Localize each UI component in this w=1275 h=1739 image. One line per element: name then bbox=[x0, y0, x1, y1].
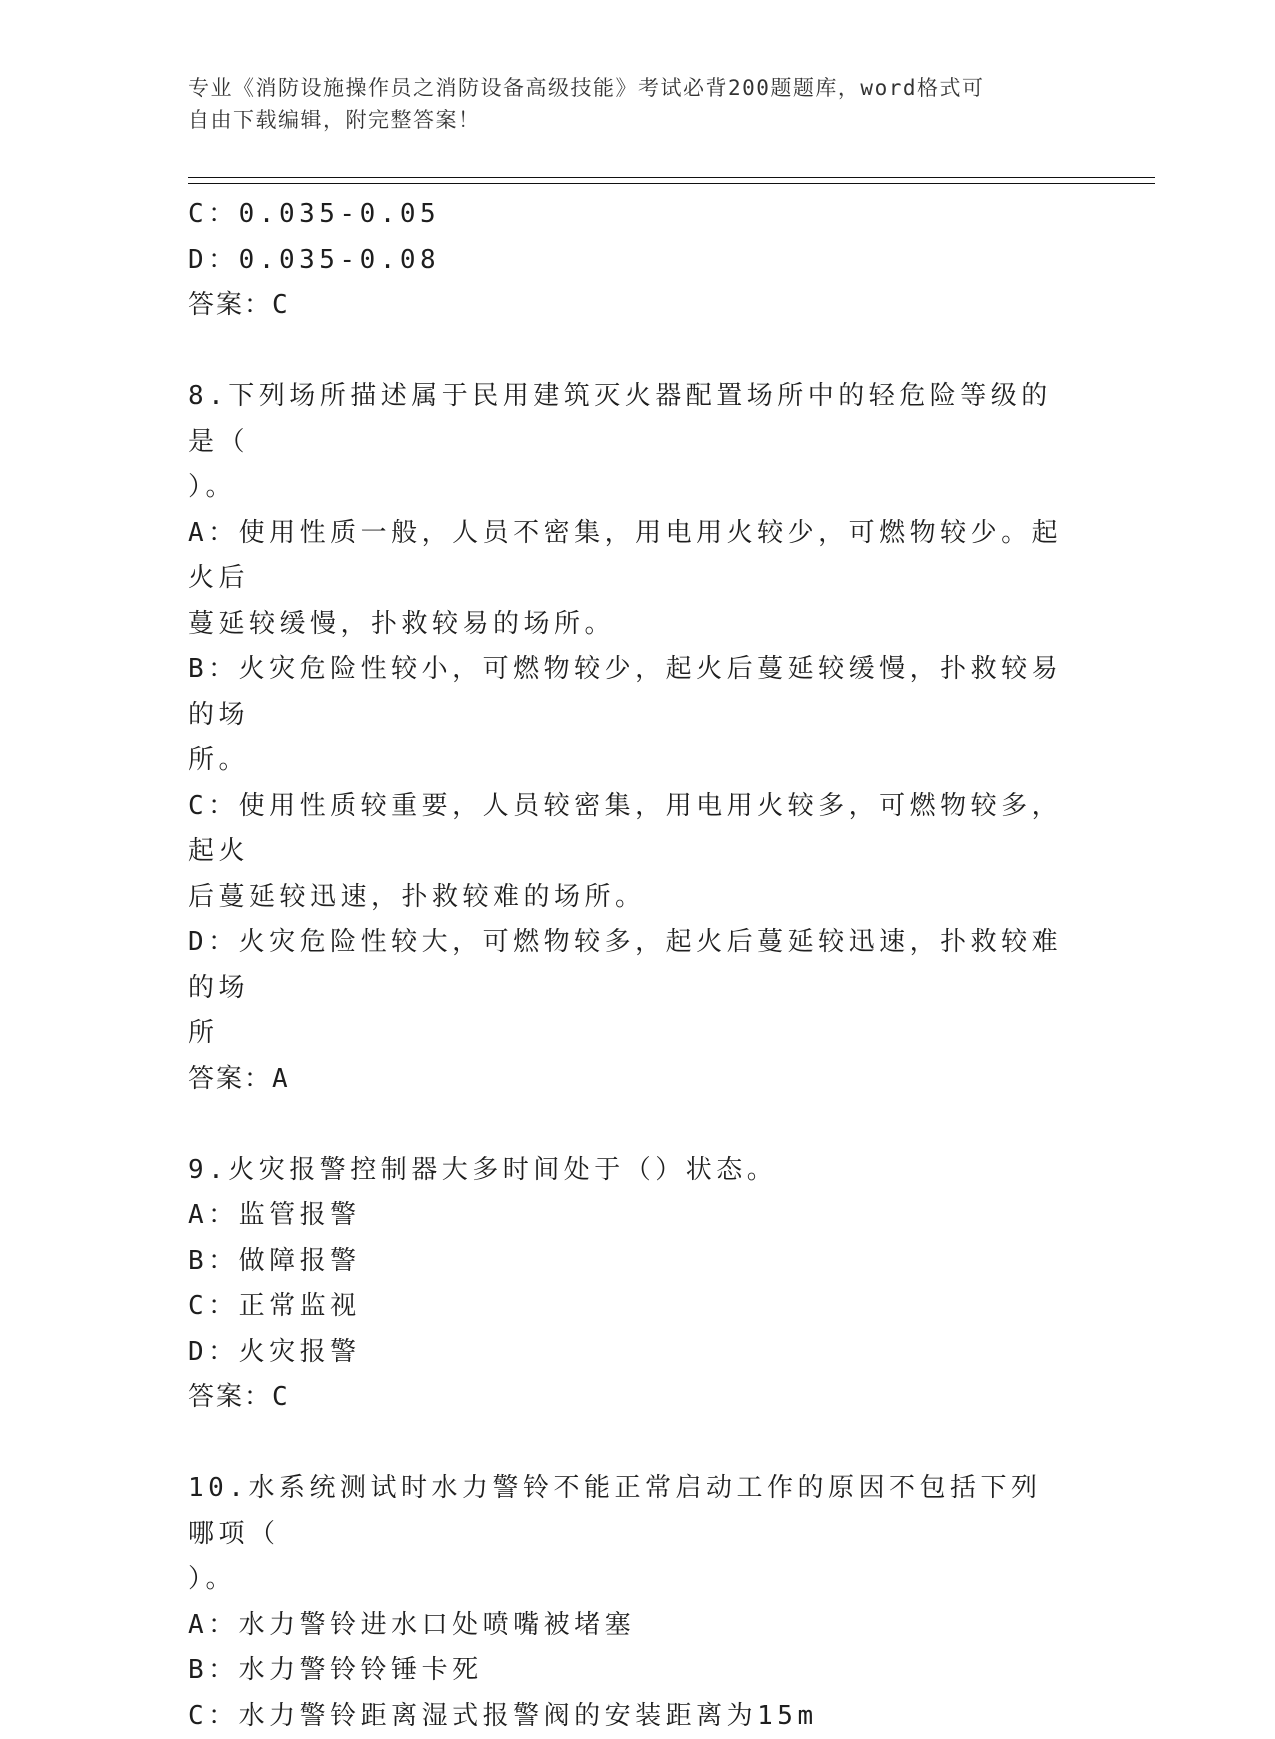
option-c: C：正常监视 bbox=[188, 1284, 1068, 1330]
question-content bbox=[188, 192, 1068, 1739]
question-stem: 8.下列场所描述属于民用建筑灭火器配置场所中的轻危险等级的是（ bbox=[188, 374, 1068, 465]
question-10 bbox=[188, 1466, 1068, 1739]
question-stem-continued: ）。 bbox=[188, 465, 1068, 511]
spacer bbox=[188, 1421, 1068, 1467]
option-d: D：0.035-0.08 bbox=[188, 238, 1068, 284]
document-header bbox=[188, 72, 1068, 136]
option-b: B：水力警铃铃锤卡死 bbox=[188, 1648, 1068, 1694]
option-a-continued: 蔓延较缓慢，扑救较易的场所。 bbox=[188, 602, 1068, 648]
option-b-continued: 所。 bbox=[188, 738, 1068, 784]
option-d-continued: 所 bbox=[188, 1011, 1068, 1057]
question-9 bbox=[188, 1148, 1068, 1421]
option-b: B：火灾危险性较小，可燃物较少，起火后蔓延较缓慢，扑救较易的场 bbox=[188, 647, 1068, 738]
header-title-line-2: 自由下载编辑，附完整答案！ bbox=[188, 104, 1068, 136]
option-d: D：火灾报警 bbox=[188, 1330, 1068, 1376]
header-divider-bottom bbox=[188, 183, 1155, 184]
option-c-continued: 后蔓延较迅速，扑救较难的场所。 bbox=[188, 875, 1068, 921]
header-divider-top bbox=[188, 177, 1155, 178]
option-c: C：水力警铃距离湿式报警阀的安装距离为15m bbox=[188, 1694, 1068, 1739]
option-c: C：使用性质较重要，人员较密集，用电用火较多，可燃物较多，起火 bbox=[188, 784, 1068, 875]
question-8 bbox=[188, 374, 1068, 1102]
option-d: D：火灾危险性较大，可燃物较多，起火后蔓延较迅速，扑救较难的场 bbox=[188, 920, 1068, 1011]
question-stem: 9.火灾报警控制器大多时间处于（）状态。 bbox=[188, 1148, 1068, 1194]
option-b: B：做障报警 bbox=[188, 1239, 1068, 1285]
answer-line: 答案：A bbox=[188, 1057, 1068, 1103]
answer-line: 答案：C bbox=[188, 283, 1068, 329]
spacer bbox=[188, 1102, 1068, 1148]
option-a: A：水力警铃进水口处喷嘴被堵塞 bbox=[188, 1603, 1068, 1649]
option-c: C：0.035-0.05 bbox=[188, 192, 1068, 238]
header-title-line-1: 专业《消防设施操作员之消防设备高级技能》考试必背200题题库，word格式可 bbox=[188, 72, 1068, 104]
answer-line: 答案：C bbox=[188, 1375, 1068, 1421]
option-a: A：监管报警 bbox=[188, 1193, 1068, 1239]
question-stem-continued: ）。 bbox=[188, 1557, 1068, 1603]
question-stem: 10.水系统测试时水力警铃不能正常启动工作的原因不包括下列哪项（ bbox=[188, 1466, 1068, 1557]
option-a: A：使用性质一般，人员不密集，用电用火较少，可燃物较少。起火后 bbox=[188, 511, 1068, 602]
previous-question-tail bbox=[188, 192, 1068, 329]
spacer bbox=[188, 329, 1068, 375]
